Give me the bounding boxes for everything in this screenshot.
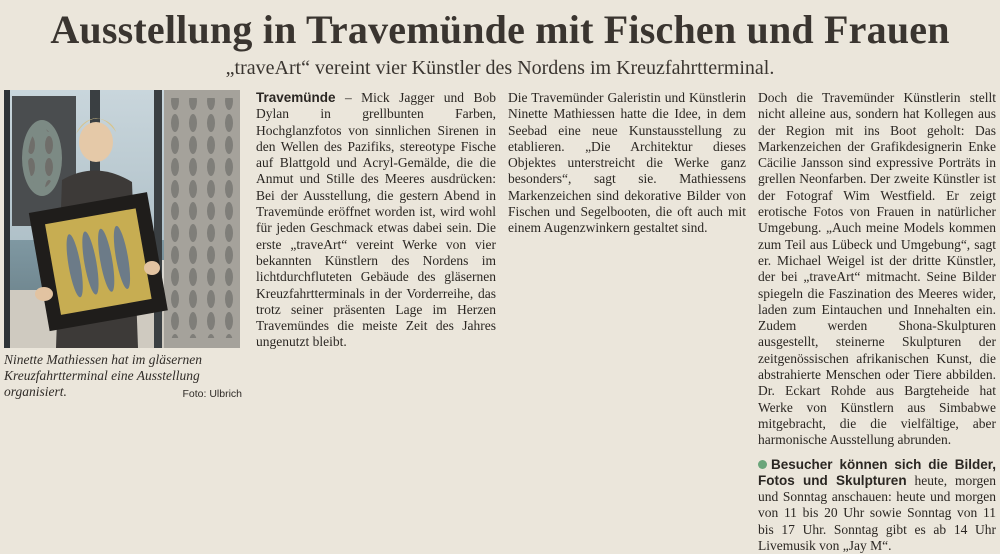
article-paragraph-1 (256, 90, 496, 351)
info-bullet-icon (758, 460, 767, 469)
article-column-3 (758, 90, 996, 554)
article-paragraph-3-continued: Doch die Travemünder Künstlerin stellt nicht alleine aus, sondern hat Kollegen aus der Region mit ins Boot geholt: Das Markenzeichen der Grafikdesignerin Enke Cäcilie Jansson sind expressive Porträts in grellen Neonfarben. Der zweite Künstler ist der Fotograf Wim Westfield. Er zeigt erotische Fotos von Frauen in natürlicher Umgebung. „Auch meine Models kommen zum Teil aus Lübeck und Umgebung“, sagt er. Michael Weigel ist der dritte Künstler, der bei „traveArt“ mitmacht. Seine Bilder spiegeln die Faszination des Meeres wider, laden zum Eintauchen und Innehalten ein. Zudem werden Shona-Skulpturen ausgestellt, steinerne Skulpturen der zeitgenössischen afrikanischen Kunst, die abstrahierte Menschen oder Tiere abbilden. Dr. Eckart Rohde aus Bargteheide hat Werke von Künstlern aus Simbabwe mitgebracht, die die vielfältige, aber harmonische Ausstellung abrunden. (758, 90, 996, 448)
article-paragraph-2-continued: Die Travemünder Galeristin und Künstlerin Ninette Mathiessen hatte die Idee, in dem Seebad eine neue Kunstausstellung zu etablieren. „Die Architektur dieses Objektes unterstreicht die Werke ganz besonders“, sagt sie. Mathiessens Markenzeichen sind dekorative Bilder von Fischen und Segelbooten, die oft auch mit einem Augenzwinkern gestaltet sind. (508, 90, 746, 236)
photo-caption (4, 352, 242, 402)
photo-credit: Foto: Ulbrich (182, 388, 242, 400)
subheadline: „traveArt“ vereint vier Künstler des Nordens im Kreuzfahrtterminal. (225, 57, 775, 79)
info-lead: Besucher können sich die Bilder, Fotos und Skulpturen (758, 456, 996, 488)
paragraph-1-text: – Mick Jagger und Bob Dylan in grellbunten Farben, Hochglanzfotos von sinnlichen Sirenen in den Wellen des Pazifiks, stereotype Fische auf Blattgold und Acryl-Gemälde, die die Anmut und Stille des Meeres ausdrücken: Bei der Ausstellung, die gestern Abend in Travemünde eröffnet worden ist, wird wohl für jeden Geschmack etwas dabei sein. Die erste „traveArt“ vereint Werke von vier bekannten Künstlern des Nordens im lichtdurchfluteten Gebäude des gläsernen Kreuzfahrtterminals in der Vorderreihe, das trotz seiner präsenten Lage im Herzen Travemündes die meiste Zeit des Jahres ungenutzt bleibt. (256, 90, 496, 350)
caption-text: Ninette Mathiessen hat im gläsernen Kreuzfahrtterminal eine Ausstellung organisiert. (4, 352, 202, 399)
article-photo (4, 90, 240, 348)
info-text: heute, morgen und Sonntag anschauen: heute und morgen von 11 bis 20 Uhr sowie Sonntag von 11 bis 17 Uhr. Sonntag gibt es ab 14 Uhr Livemusik von „Jay M“. (758, 472, 996, 554)
headline: Ausstellung in Travemünde mit Fischen und Frauen (50, 7, 950, 52)
article-column-2 (508, 90, 746, 410)
info-box (758, 457, 996, 554)
article-column-1 (256, 90, 496, 410)
dateline: Travemünde (256, 90, 336, 105)
